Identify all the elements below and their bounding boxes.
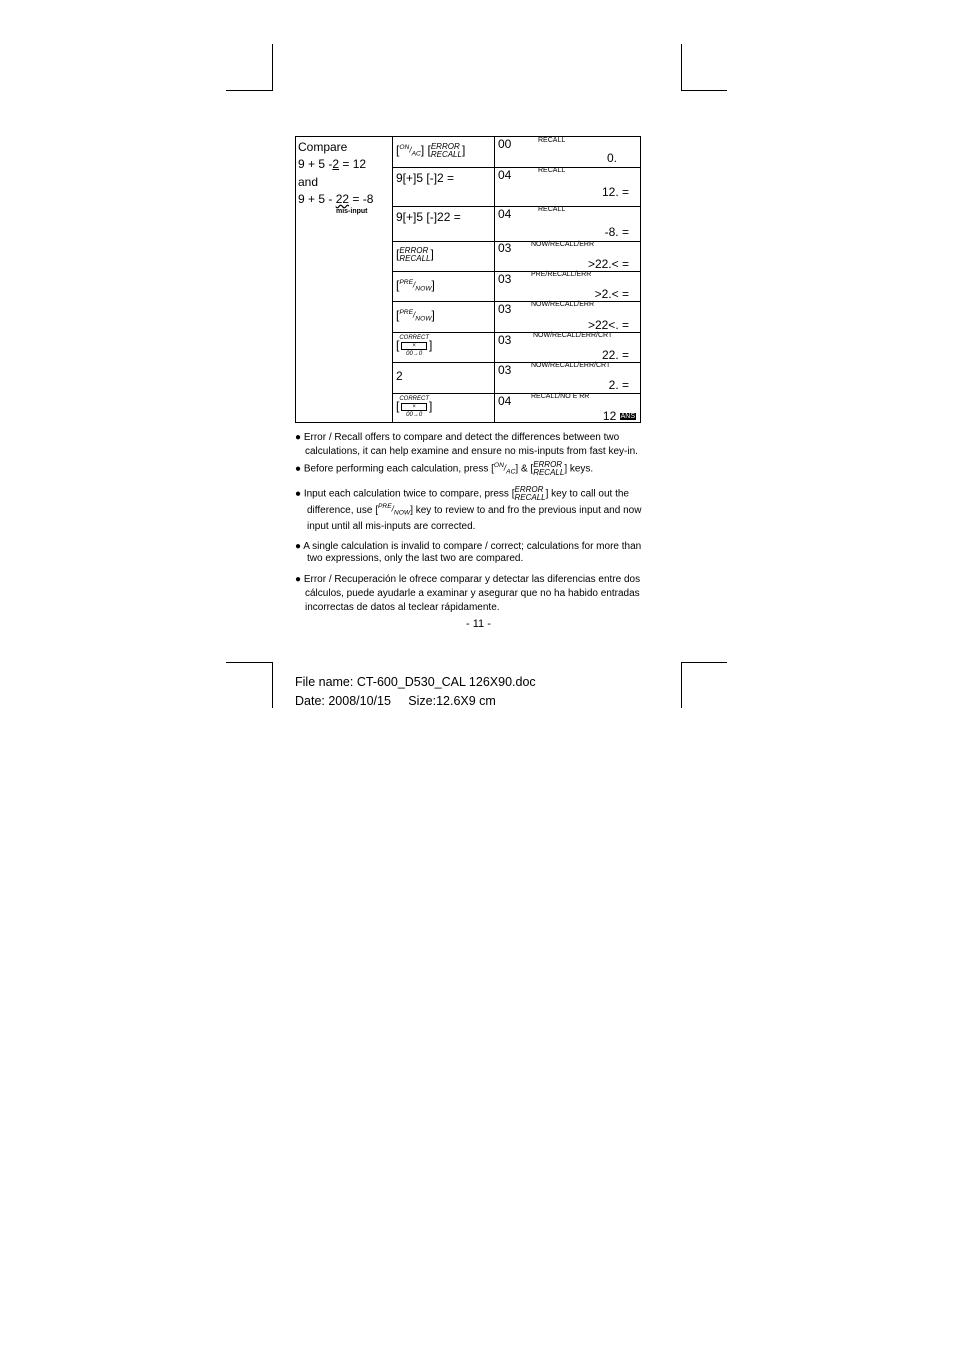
display-value: >22.< = bbox=[587, 257, 629, 271]
display-count: 04 bbox=[498, 168, 512, 182]
crop-mark bbox=[272, 44, 273, 90]
note-5: ● Error / Recuperación le ofrece comparar y detectar las diferencias entre dos cálculos, puede ayudarle a examinar y asegurar que no ha habido entradas incorrectas de datos al teclear rápidamente. bbox=[295, 574, 641, 613]
example-table bbox=[295, 136, 641, 423]
row-input: 9[+]5 [-]2 = bbox=[396, 171, 455, 185]
display-count: 03 bbox=[498, 333, 512, 347]
display-status: RECALL bbox=[538, 137, 566, 144]
display-status: NOW/RECALL/ERR/CRT bbox=[533, 332, 613, 339]
display-value: 0. bbox=[606, 151, 617, 165]
intro-and: and bbox=[298, 175, 319, 189]
display-status: NOW/RECALL/ERR bbox=[531, 241, 595, 248]
display-count: 03 bbox=[498, 272, 512, 286]
crop-mark bbox=[681, 90, 727, 91]
key-correct: [CORRECT × 00→0] bbox=[396, 335, 433, 357]
intro-expression-1: 9 + 5 -2 = 12 bbox=[298, 157, 367, 171]
crop-mark bbox=[681, 662, 727, 663]
ans-badge: ANS bbox=[620, 413, 635, 421]
display-value: >22<. = bbox=[587, 318, 629, 332]
display-value: 2. = bbox=[608, 378, 629, 392]
display-status: PRE/RECALL/ERR bbox=[531, 271, 592, 278]
key-pre-now: $[^{PRE}/_{NOW}]$ bbox=[396, 308, 435, 322]
display-value: -8. = bbox=[604, 225, 629, 239]
crop-mark bbox=[226, 662, 273, 663]
key-on-ac-error-recall: $[^{ON}/_{AC}]$ [ERROR RECALL] bbox=[396, 142, 466, 159]
note-4: ● A single calculation is invalid to compare / correct; calculations for more than two expressions, only the last two are compared. bbox=[295, 541, 642, 564]
display-count: 04 bbox=[498, 207, 512, 221]
crop-mark bbox=[272, 662, 273, 708]
display-count: 03 bbox=[498, 302, 512, 316]
footer-date: Date: 2008/10/15 Size:12.6X9 cm bbox=[295, 694, 496, 708]
note-1: ● Error / Recall offers to compare and detect the differences between two calculations, it can help examine and ensure no mis-inputs from fast key-in. bbox=[295, 432, 638, 457]
note-2: ● Before performing each calculation, press $[^{ON}/_{AC}]$ & [ERROR RECALL] keys. bbox=[295, 460, 594, 477]
display-status: RECALL bbox=[538, 167, 566, 174]
crop-mark bbox=[226, 90, 273, 91]
page-number: - 11 - bbox=[466, 618, 491, 630]
crop-mark bbox=[681, 662, 682, 708]
intro-expression-2: 9 + 5 - 22 = -8 bbox=[298, 192, 374, 206]
crop-mark bbox=[681, 44, 682, 90]
note-3: ● Input each calculation twice to compare, press [ERROR RECALL] key to call out the difference, use $[^{PRE}/_{NOW}]$ key to review to and fro the previous input and now input until all mis-inputs are corrected. bbox=[295, 485, 642, 532]
key-pre-now: $[^{PRE}/_{NOW}]$ bbox=[396, 278, 435, 292]
display-count: 03 bbox=[498, 363, 512, 377]
key-correct: [CORRECT × 00→0] bbox=[396, 396, 433, 418]
misinput-label: mis-input bbox=[336, 208, 368, 215]
intro-compare: Compare bbox=[298, 140, 348, 154]
display-value: >2.< = bbox=[594, 287, 629, 301]
display-status: RECALL/NO E RR bbox=[531, 393, 590, 400]
display-value: 22. = bbox=[601, 348, 629, 362]
display-status: RECALL bbox=[538, 206, 566, 213]
display-count: 03 bbox=[498, 241, 512, 255]
display-count: 04 bbox=[498, 394, 512, 408]
display-value: 12 ANS bbox=[602, 409, 635, 423]
display-value: 12. = bbox=[601, 185, 629, 199]
footer-file: File name: CT-600_D530_CAL 126X90.doc bbox=[295, 675, 536, 689]
row-input: 9[+]5 [-]22 = bbox=[396, 210, 461, 224]
row-input: 2 bbox=[396, 369, 403, 383]
display-count: 00 bbox=[498, 137, 512, 151]
display-status: NOW/RECALL/ERR bbox=[531, 301, 595, 308]
display-status: NOW/RECALL/ERR/CRT bbox=[531, 362, 611, 369]
key-error-recall: [ERROR RECALL] bbox=[396, 246, 434, 263]
